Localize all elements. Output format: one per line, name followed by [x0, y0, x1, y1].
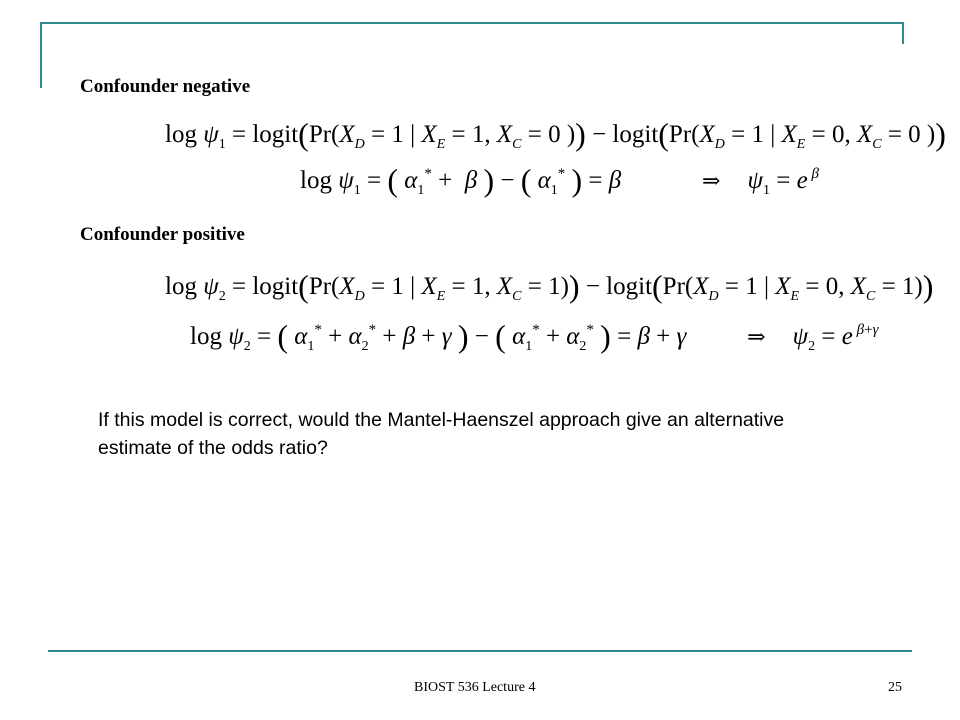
footer-rule — [48, 650, 912, 652]
heading-confounder-negative: Confounder negative — [80, 76, 251, 97]
implies-arrow-icon: ⇒ — [747, 324, 766, 349]
frame-top-rule — [40, 22, 904, 24]
equation-negative-log-psi1-result: $\log \psi_1$ = ( $\alpha_1^* + \beta$ ) − ( $\alpha_1^*$ ) = β ⇒ $\psi_1 = e$ $^\beta$ — [300, 162, 819, 198]
question-text: If this model is correct, would the Mantel-Haenszel approach give an alternative estimate of the odds ratio? — [98, 409, 785, 459]
equation-positive-log-psi2-definition: $\log \psi_2$ = $logit(Pr(X_D = 1$ | $X_E = 1$, $X_C = 1$)) − $logit(Pr(X_D = 1$ | $X_E = 0$, $X_C = 1$)) — [165, 268, 934, 304]
equation-positive-log-psi2-result: $\log \psi_2$ = ( $\alpha_1^* + \alpha_2^* + \beta + \gamma$ ) − ( $\alpha_1^* + \alpha_2^*$ ) = β + γ ⇒ $\psi_2 = e$ $^{\beta+\gamma}$ — [190, 318, 879, 354]
implies-arrow-icon: ⇒ — [701, 168, 721, 193]
frame-left-rule — [40, 22, 42, 88]
frame-right-rule — [902, 22, 904, 44]
footer-course-label: BIOST 536 Lecture 4 — [414, 680, 536, 695]
page-number: 25 — [888, 680, 902, 695]
equation-negative-log-psi1-definition: $\log \psi_1$ = $logit(Pr(X_D = 1$ | $X_E = 1$, $X_C = 0$ )) − $logit(Pr(X_D = 1$ | $X_E = 0$, $X_C = 0$ )) — [165, 116, 946, 152]
heading-confounder-positive: Confounder positive — [80, 224, 245, 245]
